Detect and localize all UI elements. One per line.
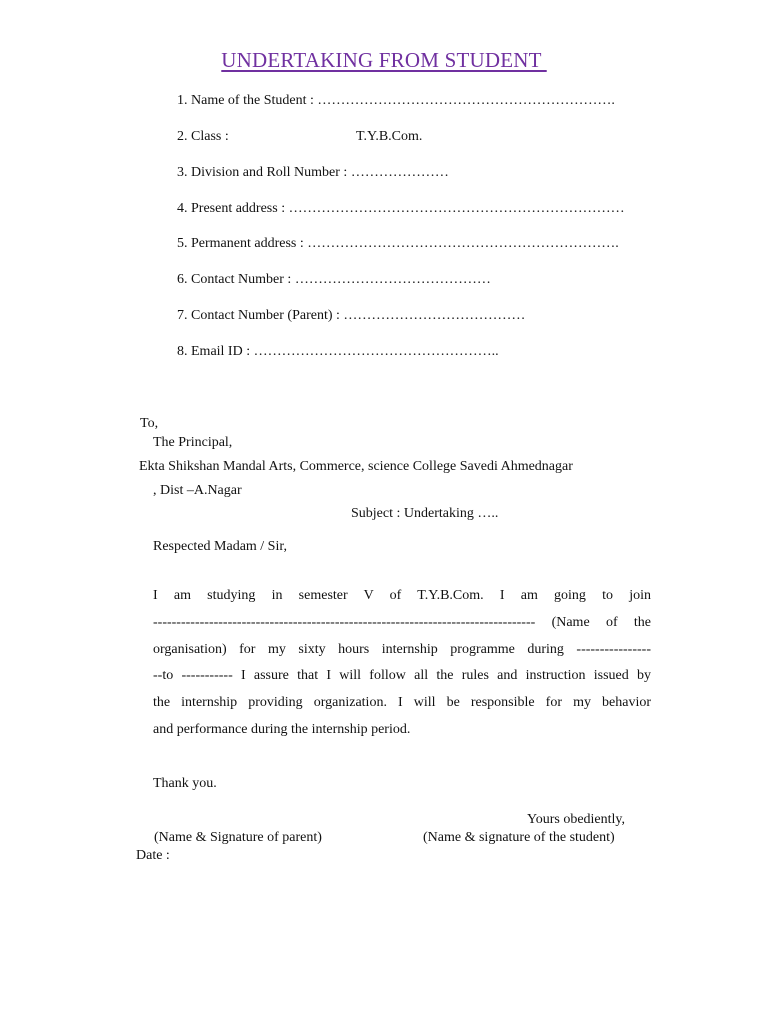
field-label: 2. Class : xyxy=(177,129,229,144)
body-line: --to ----------- I assure that I will follow all the rules and instruction issued by xyxy=(153,668,651,684)
field-student-name xyxy=(177,93,615,109)
field-email xyxy=(177,344,499,360)
field-present-address xyxy=(177,201,625,217)
document-title-text: UNDERTAKING FROM STUDENT xyxy=(221,48,547,72)
body-line: the internship providing organization. I will be responsible for my behavior xyxy=(153,695,651,711)
blank-line: ……………………………………………………………… xyxy=(288,201,625,216)
blank-line: …………………………………………….. xyxy=(253,344,499,359)
field-label: 5. Permanent address : xyxy=(177,236,308,251)
letter-thanks: Thank you. xyxy=(153,776,217,791)
field-parent-contact xyxy=(177,308,525,324)
body-line: and performance during the internship period. xyxy=(153,721,411,737)
field-label: 6. Contact Number : xyxy=(177,272,295,287)
document-title xyxy=(0,48,768,73)
body-line: I am studying in semester V of T.Y.B.Com. I am going to join xyxy=(153,588,651,603)
date-label: Date : xyxy=(136,848,170,863)
field-label: 3. Division and Roll Number : xyxy=(177,165,351,180)
field-permanent-address xyxy=(177,236,619,252)
field-label: 4. Present address : xyxy=(177,201,289,216)
blank-line: ………………… xyxy=(350,165,449,180)
letter-closing: Yours obediently, xyxy=(527,812,626,827)
blank-line: ………………………………………………………. xyxy=(317,93,615,108)
field-label: 7. Contact Number (Parent) : xyxy=(177,308,344,323)
class-value: T.Y.B.Com. xyxy=(356,129,423,144)
student-signature-label: (Name & signature of the student) xyxy=(423,830,615,845)
field-class xyxy=(177,129,423,145)
body-line: organisation) for my sixty hours internship programme during ---------------- xyxy=(153,641,651,657)
blank-line: …………………………………………………………. xyxy=(307,236,619,251)
letter-college: Ekta Shikshan Mandal Arts, Commerce, science College Savedi Ahmednagar xyxy=(139,459,573,474)
field-label: 8. Email ID : xyxy=(177,344,254,359)
parent-signature-label: (Name & Signature of parent) xyxy=(154,830,322,845)
letter-subject: Subject : Undertaking ….. xyxy=(351,506,499,521)
letter-recipient: The Principal, xyxy=(153,435,233,450)
field-label: 1. Name of the Student : xyxy=(177,93,318,108)
letter-body xyxy=(153,583,651,744)
blank-line: ………………………………… xyxy=(343,308,526,323)
field-division-roll xyxy=(177,165,449,181)
letter-to: To, xyxy=(140,416,159,431)
letter-salutation: Respected Madam / Sir, xyxy=(153,539,287,554)
blank-line: …………………………………… xyxy=(294,272,491,287)
letter-district: , Dist –A.Nagar xyxy=(153,483,242,498)
field-contact-number xyxy=(177,272,491,288)
body-line: ---------------------------------------------------------------------------------- (Name of the xyxy=(153,614,651,630)
